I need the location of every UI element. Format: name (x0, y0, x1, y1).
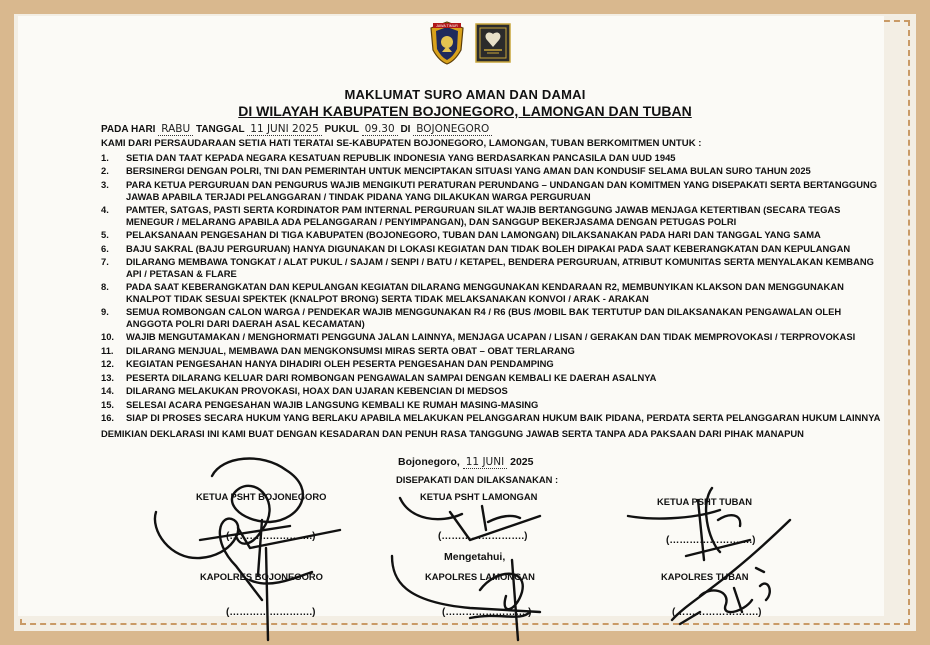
list-item (101, 165, 881, 177)
item-text: PESERTA DILARANG KELUAR DARI ROMBONGAN PENGAWALAN SAMPAI DENGAN KEMBALI KE DAERAH ASALNYA (126, 371, 657, 383)
item-number: 11. (101, 344, 114, 356)
list-item (101, 229, 881, 241)
list-item (101, 204, 881, 227)
list-item (101, 152, 881, 164)
time-label: PUKUL (324, 124, 359, 135)
police-shield-logo (428, 20, 466, 66)
item-text: BERSINERGI DENGAN POLRI, TNI DAN PEMERINTAH UNTUK MENCIPTAKAN SITUASI YANG AMAN DAN KONDUSIF SELAMA BULAN SURO TAHUN 2025 (126, 165, 811, 177)
kapolres-lamongan-blank: (…………………….) (442, 607, 532, 618)
signing-place-date (398, 456, 533, 468)
ketua-tuban-label: KETUA PSHT TUBAN (657, 496, 752, 507)
kapolres-bojonegoro-label: KAPOLRES BOJONEGORO (200, 571, 323, 582)
item-text: SETIA DAN TAAT KEPADA NEGARA KESATUAN REPUBLIK INDONESIA YANG BERDASARKAN PANCASILA DAN UUD 1945 (126, 152, 676, 163)
list-item (101, 281, 881, 304)
item-number: 9. (101, 306, 109, 318)
item-text: PARA KETUA PERGURUAN DAN PENGURUS WAJIB MENGIKUTI PERATURAN PERUNDANG – UNDANGAN DAN KOMITMEN YANG DISEPAKATI SERTA BERTANGGUNG JAWAB APABILA TERJADI PELANGGARAN / TINDAK PIDANA YANG DILAKUKAN WARGA PERGURUAN (126, 178, 878, 202)
commitment-list (101, 152, 881, 426)
item-text: WAJIB MENGUTAMAKAN / MENGHORMATI PENGGUNA JALAN LAINNYA, MENJAGA UCAPAN / LISAN / GERAKAN DAN TIDAK MEMPROVOKASI / TERPROVOKASI (126, 331, 856, 343)
item-number: 10. (101, 331, 115, 343)
item-number: 14. (101, 385, 115, 397)
intro-text: KAMI DARI PERSAUDARAAN SETIA HATI TERATAI SE-KABUPATEN BOJONEGORO, LAMONGAN, TUBAN BERKOMITMEN UNTUK : (101, 138, 702, 149)
item-text: SEMUA ROMBONGAN CALON WARGA / PENDEKAR WAJIB MENGGUNAKAN R4 / R6 (BUS /MOBIL BAK TERTUTUP DAN DILAKSANAKAN PENGAWALAN OLEH ANGGOTA POLRI DARI DAERAH ASAL KECAMATAN) (126, 306, 842, 329)
logo-left-text: JAWA TIMUR (436, 24, 458, 28)
list-item (101, 256, 881, 279)
psht-logo (474, 20, 512, 66)
item-text: SELESAI ACARA PENGESAHAN WAJIB LANGSUNG KEMBALI KE RUMAH MASING-MASING (126, 398, 539, 410)
item-number: 4. (101, 204, 109, 216)
kapolres-lamongan-label: KAPOLRES LAMONGAN (425, 571, 535, 582)
item-number: 2. (101, 165, 109, 177)
item-number: 15. (101, 398, 115, 410)
signing-year: 2025 (510, 456, 534, 468)
kapolres-bojonegoro-blank: (…………………….) (226, 607, 316, 618)
item-text: SIAP DI PROSES SECARA HUKUM YANG BERLAKU APABILA MELAKUKAN PELANGGARAN HUKUM BAIK PIDANA, PERDATA SERTA PELANGGARAN HUKUM LAINNYA (126, 412, 881, 424)
list-item (101, 306, 881, 329)
declaration-meta (101, 123, 492, 135)
day-label: PADA HARI (101, 124, 156, 135)
ketua-bojonegoro-blank: (…………………….) (226, 531, 316, 542)
item-number: 1. (101, 152, 109, 163)
day-value: RABU (158, 123, 193, 136)
item-number: 3. (101, 178, 109, 190)
place-value: BOJONEGORO (413, 123, 492, 136)
acknowledged-label: Mengetahui, (444, 551, 506, 563)
document-title: MAKLUMAT SURO AMAN DAN DAMAI (344, 87, 586, 102)
item-number: 6. (101, 242, 109, 254)
item-text: PELAKSANAAN PENGESAHAN DI TIGA KABUPATEN (BOJONEGORO, TUBAN DAN LAMONGAN) DILAKSANAKAN PADA HARI DAN TANGGAL YANG SAMA (126, 229, 821, 241)
signing-day: 11 JUNI (463, 456, 507, 469)
item-text: PADA SAAT KEBERANGKATAN DAN KEPULANGAN KEGIATAN DILARANG MENGGUNAKAN KENDARAAN R2, MEMBUNYIKAN KLAKSON DAN MENGGUNAKAN KNALPOT TIDAK SESUAI SPEKTEK (KNALPOT BRONG) SERTA TIDAK MELAKSANAKAN KONVOI / ARAK - ARAKAN (126, 281, 844, 304)
list-item (101, 385, 881, 397)
item-text: DILARANG MEMBAWA TONGKAT / ALAT PUKUL / SAJAM / SENPI / BATU / KETAPEL, BENDERA PERGURUAN, ATRIBUT KOMUNITAS SERTA MENYALAKAN KEMBANG API / PETASAN & FLARE (126, 256, 874, 279)
list-item (101, 412, 881, 424)
list-item (101, 179, 881, 202)
ketua-lamongan-blank: (…………………….) (438, 531, 528, 542)
document-subtitle (0, 103, 930, 119)
item-text: BAJU SAKRAL (BAJU PERGURUAN) HANYA DIGUNAKAN DI LOKASI KEGIATAN DAN TIDAK BOLEH DIPAKAI PADA SAAT KEBERANGKATAN DAN KEPULANGAN (126, 242, 851, 254)
closing-statement: DEMIKIAN DEKLARASI INI KAMI BUAT DENGAN KESADARAN DAN PENUH RASA TANGGUNG JAWAB SERTA TANPA ADA PAKSAAN DARI PIHAK MANAPUN (101, 428, 804, 439)
item-number: 5. (101, 229, 109, 241)
item-text: DILARANG MELAKUKAN PROVOKASI, HOAX DAN UJARAN KEBENCIAN DI MEDSOS (126, 385, 508, 397)
ketua-bojonegoro-label: KETUA PSHT BOJONEGORO (196, 491, 327, 502)
list-item (101, 243, 881, 255)
item-number: 7. (101, 256, 109, 268)
item-text: KEGIATAN PENGESAHAN HANYA DIHADIRI OLEH PESERTA PENGESAHAN DAN PENDAMPING (126, 358, 554, 370)
signing-place: Bojonegoro, (398, 456, 460, 468)
list-item (101, 372, 881, 384)
ketua-lamongan-label: KETUA PSHT LAMONGAN (420, 491, 538, 502)
list-item (101, 345, 881, 357)
subtitle-text: DI WILAYAH KABUPATEN BOJONEGORO, LAMONGAN DAN TUBAN (238, 103, 692, 119)
item-number: 8. (101, 281, 109, 293)
agreed-label: DISEPAKATI DAN DILAKSANAKAN : (396, 474, 559, 485)
kapolres-tuban-label: KAPOLRES TUBAN (661, 571, 749, 582)
item-number: 16. (101, 412, 115, 424)
time-value: 09.30 (362, 123, 398, 136)
item-text: DILARANG MENJUAL, MEMBAWA DAN MENGKONSUMSI MIRAS SERTA OBAT – OBAT TERLARANG (126, 344, 575, 356)
ketua-tuban-blank: (…………………….) (666, 535, 756, 546)
place-label: DI (400, 124, 411, 135)
item-text: PAMTER, SATGAS, PASTI SERTA KORDINATOR PAM INTERNAL PERGURUAN SILAT WAJIB BERTANGGUNG JAWAB MENJAGA KETERTIBAN (SECARA TEGAS MENEGUR / MELARANG APABILA ADA PELANGGARAN / PENYIMPANGAN), DAN SANGGUP BEKERJASAMA DENGAN PETUGAS POLRI (126, 204, 841, 227)
list-item (101, 331, 881, 343)
item-number: 12. (101, 358, 115, 370)
list-item (101, 358, 881, 370)
header-logos (428, 20, 512, 70)
kapolres-tuban-blank: (…………………….) (672, 607, 762, 618)
date-label: TANGGAL (195, 124, 245, 135)
item-number: 13. (101, 371, 115, 383)
date-value: 11 JUNI 2025 (247, 123, 322, 136)
list-item (101, 399, 881, 411)
